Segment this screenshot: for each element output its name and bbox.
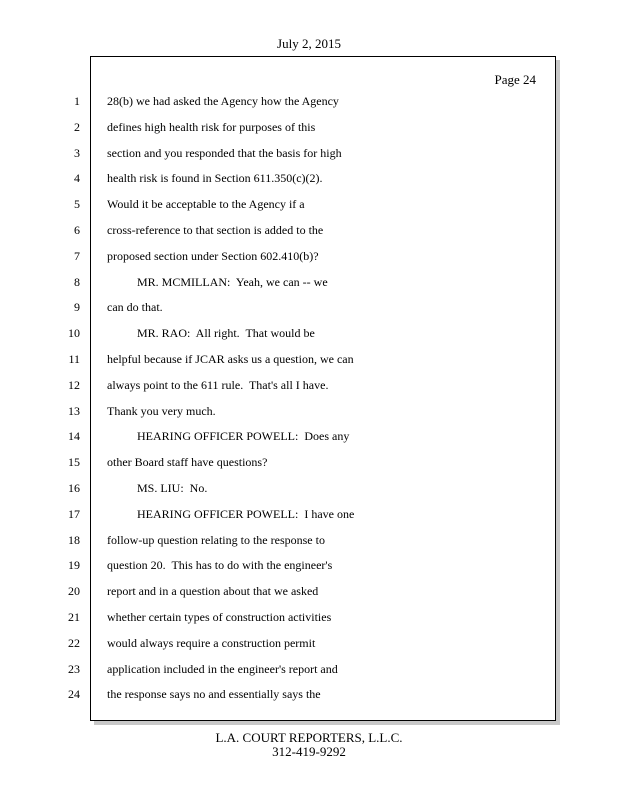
line-number: 3: [74, 145, 80, 160]
transcript-line: [0, 503, 618, 529]
line-text: MR. RAO: All right. That would be: [107, 326, 315, 341]
line-number: 12: [68, 377, 80, 392]
line-text: Would it be acceptable to the Agency if a: [107, 197, 305, 212]
page-number: Page 24: [494, 72, 536, 87]
line-number: 13: [68, 403, 80, 418]
line-number: 11: [68, 351, 80, 366]
transcript-line: [0, 425, 618, 451]
transcript-date: July 2, 2015: [277, 36, 341, 51]
line-number: 6: [74, 222, 80, 237]
line-number: 2: [74, 119, 80, 134]
transcript-line: [0, 322, 618, 348]
transcript-line: [0, 271, 618, 297]
line-number: 19: [68, 558, 80, 573]
line-number: 14: [68, 429, 80, 444]
line-text: cross-reference to that section is added to the: [107, 222, 324, 237]
line-text: HEARING OFFICER POWELL: Does any: [107, 429, 350, 444]
transcript-line: [0, 400, 618, 426]
transcript-line: [0, 245, 618, 271]
line-number: 20: [68, 584, 80, 599]
line-text: application included in the engineer's report and: [107, 661, 338, 676]
line-number: 18: [68, 532, 80, 547]
line-text: section and you responded that the basis for high: [107, 145, 342, 160]
line-text: 28(b) we had asked the Agency how the Agency: [107, 94, 339, 108]
line-text: can do that.: [107, 300, 163, 315]
line-text: whether certain types of construction activities: [107, 609, 332, 624]
line-number: 1: [74, 94, 80, 108]
transcript-line: [0, 90, 618, 116]
line-number: 24: [68, 687, 80, 702]
transcript-line: [0, 477, 618, 503]
transcript-line: [0, 193, 618, 219]
transcript-line: [0, 219, 618, 245]
line-text: Thank you very much.: [107, 403, 216, 418]
transcript-line: [0, 529, 618, 555]
line-number: 17: [68, 506, 80, 521]
line-text: HEARING OFFICER POWELL: I have one: [107, 506, 355, 521]
reporter-company: L.A. COURT REPORTERS, L.L.C.: [215, 730, 403, 745]
line-text: always point to the 611 rule. That's all I have.: [107, 377, 329, 392]
line-text: other Board staff have questions?: [107, 455, 268, 470]
line-text: question 20. This has to do with the engineer's: [107, 558, 333, 573]
transcript-line: [0, 658, 618, 684]
page-footer: [0, 731, 618, 759]
transcript-line: [0, 142, 618, 168]
transcript-line: [0, 348, 618, 374]
line-text: report and in a question about that we asked: [107, 584, 319, 599]
line-number: 5: [74, 197, 80, 212]
line-text: helpful because if JCAR asks us a question, we can: [107, 351, 354, 366]
line-number: 23: [68, 661, 80, 676]
line-number: 10: [68, 326, 80, 341]
line-number: 7: [74, 248, 80, 263]
transcript-line: [0, 632, 618, 658]
line-number: 21: [68, 609, 80, 624]
transcript-line: [0, 116, 618, 142]
transcript-line: [0, 554, 618, 580]
line-text: would always require a construction permit: [107, 635, 316, 650]
line-text: the response says no and essentially says the: [107, 687, 321, 702]
line-number: 4: [74, 171, 80, 186]
reporter-phone: 312-419-9292: [272, 744, 346, 759]
transcript-lines: [0, 90, 618, 709]
transcript-line: [0, 451, 618, 477]
line-text: MS. LIU: No.: [107, 480, 208, 495]
transcript-line: [0, 296, 618, 322]
line-text: follow-up question relating to the response to: [107, 532, 325, 547]
transcript-line: [0, 580, 618, 606]
line-number: 8: [74, 274, 80, 289]
line-text: defines high health risk for purposes of this: [107, 119, 316, 134]
transcript-line: [0, 374, 618, 400]
line-text: health risk is found in Section 611.350(c)(2).: [107, 171, 323, 186]
line-text: proposed section under Section 602.410(b)?: [107, 248, 319, 263]
line-text: MR. MCMILLAN: Yeah, we can -- we: [107, 274, 328, 289]
line-number: 15: [68, 455, 80, 470]
line-number: 9: [74, 300, 80, 315]
line-number: 16: [68, 480, 80, 495]
transcript-line: [0, 683, 618, 709]
transcript-line: [0, 606, 618, 632]
line-number: 22: [68, 635, 80, 650]
transcript-line: [0, 167, 618, 193]
